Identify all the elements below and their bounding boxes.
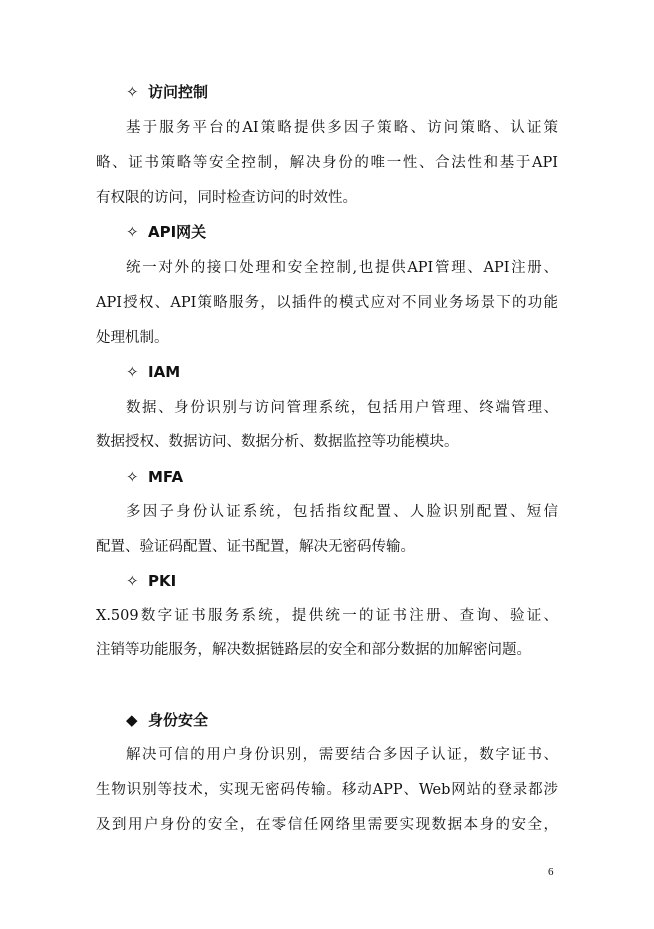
white-four-pointed-star-icon: ✧ <box>126 572 139 590</box>
paragraph-line: 及到用户身份的安全，在零信任网络里需要实现数据本身的安全， <box>96 817 558 833</box>
heading-title: IAM <box>148 363 181 381</box>
paragraph-line: 有权限的访问，同时检查访问的时效性。 <box>96 190 357 206</box>
white-four-pointed-star-icon: ✧ <box>126 468 139 486</box>
paragraph-line: 配置、验证码配置、证书配置，解决无密码传输。 <box>96 539 415 555</box>
heading-title: 身份安全 <box>148 711 209 729</box>
section-heading-iam <box>126 362 180 382</box>
paragraph-line: API授权、API策略服务，以插件的模式应对不同业务场景下的功能 <box>96 295 558 311</box>
white-four-pointed-star-icon: ✧ <box>126 83 139 101</box>
section-heading-mfa <box>126 467 183 487</box>
paragraph-line: 注销等功能服务，解决数据链路层的安全和部分数据的加解密问题。 <box>96 642 531 658</box>
paragraph-line: 生物识别等技术，实现无密码传输。移动APP、Web网站的登录都涉 <box>96 782 558 798</box>
heading-title: 访问控制 <box>148 83 209 101</box>
heading-title: PKI <box>148 572 177 590</box>
paragraph-line: X.509数字证书服务系统，提供统一的证书注册、查询、验证、 <box>96 608 558 624</box>
paragraph-line: 数据、身份识别与访问管理系统，包括用户管理、终端管理、 <box>126 400 558 416</box>
section-heading-access-control <box>126 82 208 102</box>
paragraph-line: 处理机制。 <box>96 330 169 346</box>
heading-title: API网关 <box>148 223 207 241</box>
white-four-pointed-star-icon: ✧ <box>126 363 139 381</box>
paragraph-line: 统一对外的接口处理和安全控制,也提供API管理、API注册、 <box>126 260 558 276</box>
paragraph-line: 基于服务平台的AI策略提供多因子策略、访问策略、认证策 <box>126 120 558 136</box>
section-heading-api-gateway <box>126 222 206 242</box>
page-number: 6 <box>548 866 554 878</box>
heading-title: MFA <box>148 468 184 486</box>
white-four-pointed-star-icon: ✧ <box>126 223 139 241</box>
section-heading-identity-security <box>126 710 208 730</box>
section-heading-pki <box>126 571 176 591</box>
paragraph-line: 略、证书策略等安全控制，解决身份的唯一性、合法性和基于API <box>96 155 558 171</box>
paragraph-line: 解决可信的用户身份识别，需要结合多因子认证，数字证书、 <box>126 747 558 763</box>
paragraph-line: 多因子身份认证系统，包括指纹配置、人脸识别配置、短信 <box>126 504 558 520</box>
paragraph-line: 数据授权、数据访问、数据分析、数据监控等功能模块。 <box>96 434 459 450</box>
black-diamond-icon: ◆ <box>126 711 138 729</box>
